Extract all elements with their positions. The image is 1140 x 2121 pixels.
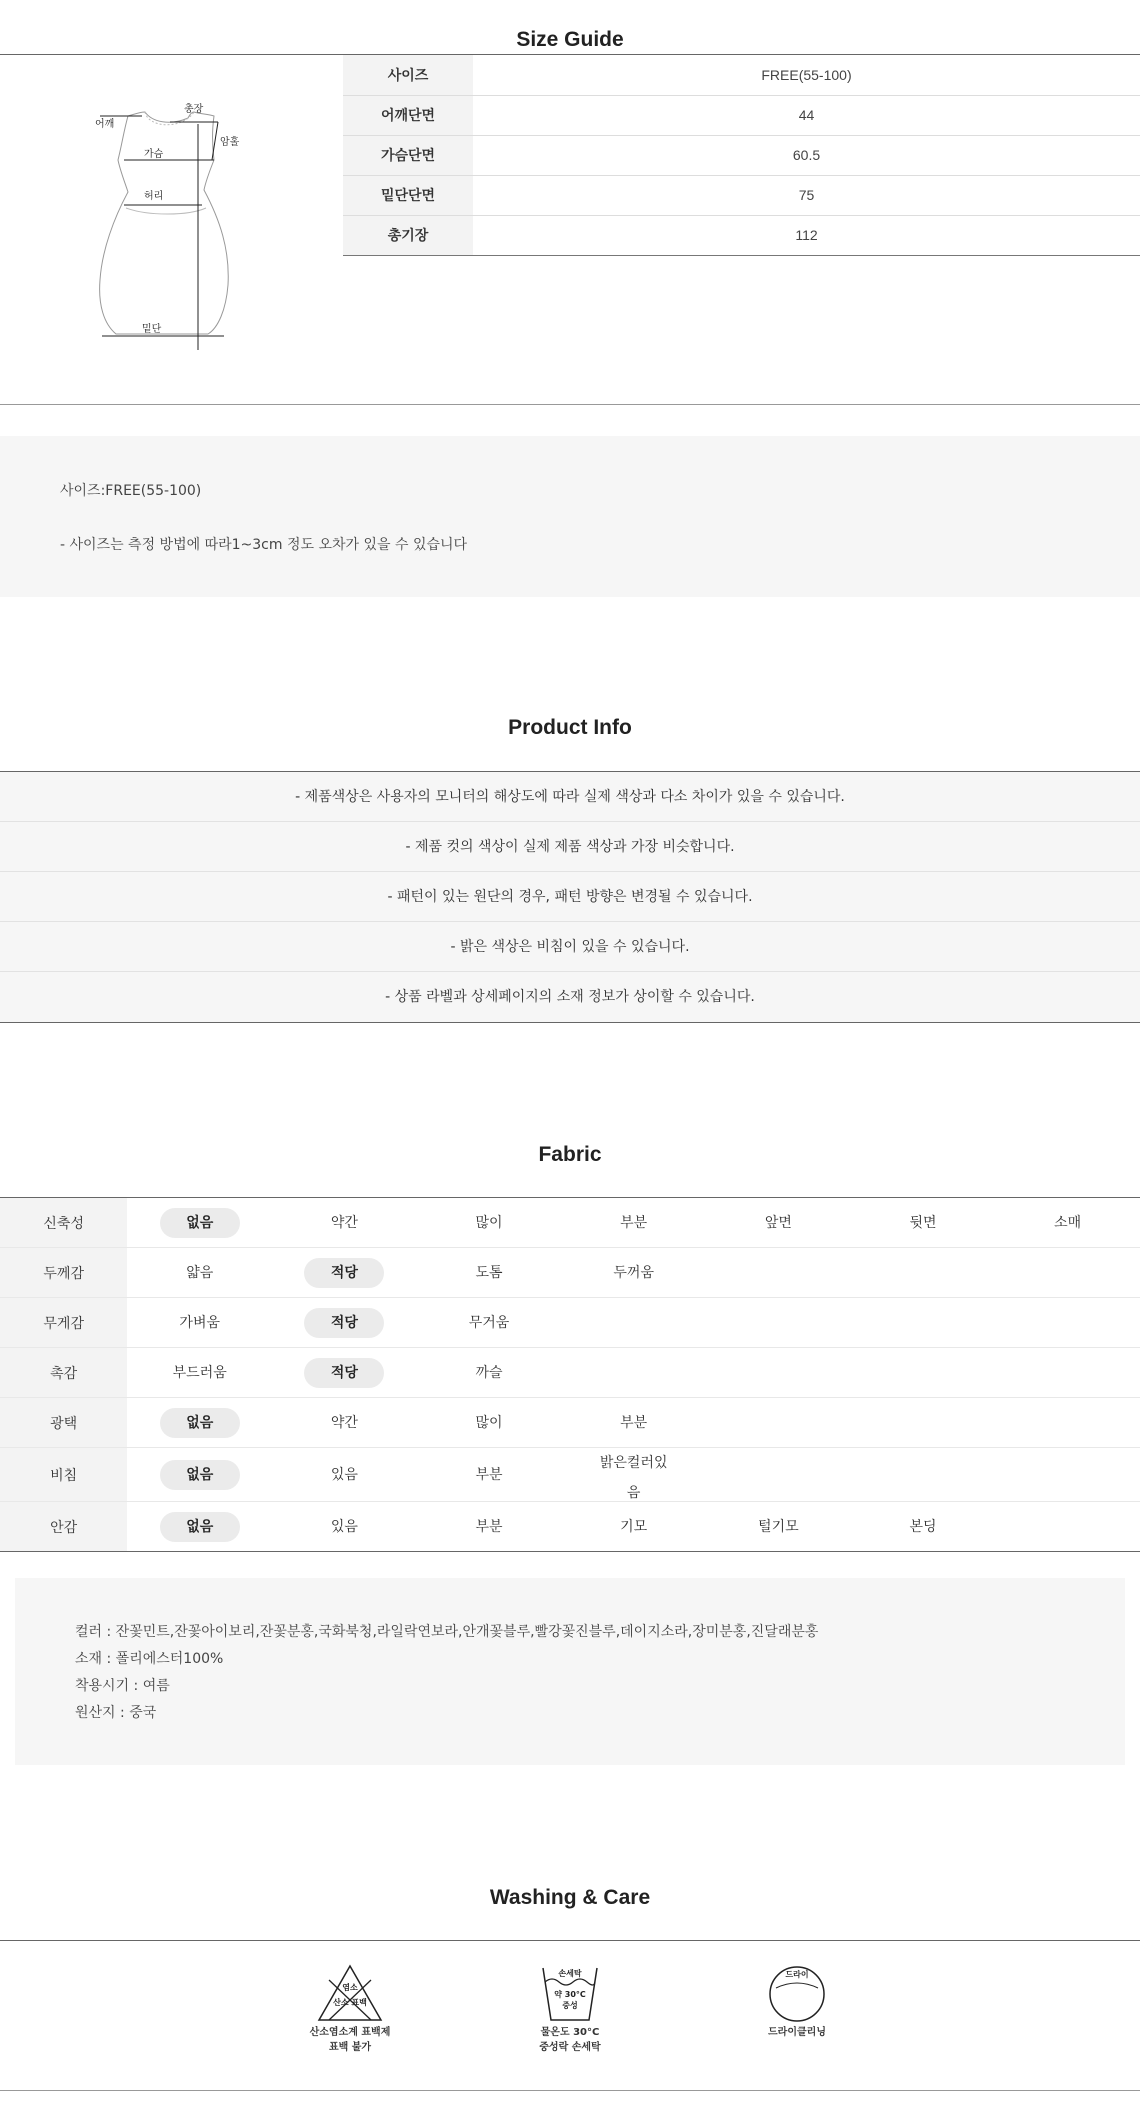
fabric-option xyxy=(883,1458,963,1488)
fabric-option xyxy=(883,1406,963,1436)
fabric-option xyxy=(1028,1458,1108,1488)
wash-caption: 물온도 30°C xyxy=(540,2027,600,2038)
fabric-option-cell xyxy=(272,1298,417,1348)
table-row xyxy=(343,135,1140,175)
fabric-option xyxy=(738,1356,818,1386)
fabric-attribute-label: 무게감 xyxy=(0,1298,127,1348)
fabric-option-cell xyxy=(127,1198,272,1248)
label-hem: 밑단 xyxy=(142,324,162,335)
fabric-option-cell xyxy=(272,1502,417,1552)
fabric-option: 많이 xyxy=(475,1414,503,1431)
detail-origin: 원산지 : 중국 xyxy=(75,1705,157,1721)
fabric-option-cell xyxy=(851,1348,996,1398)
fabric-option-cell xyxy=(706,1198,851,1248)
wash-item-dry-clean xyxy=(737,1962,857,2039)
fabric-option-cell xyxy=(272,1248,417,1298)
fabric-option-cell xyxy=(127,1298,272,1348)
fabric-option-cell xyxy=(561,1502,706,1552)
fabric-option xyxy=(1028,1510,1108,1540)
fabric-option-cell xyxy=(417,1348,562,1398)
fabric-option-cell xyxy=(272,1398,417,1448)
fabric-option xyxy=(738,1458,818,1488)
fabric-option: 본딩 xyxy=(909,1518,937,1535)
detail-color: 컬러 : 잔꽃민트,잔꽃아이보리,잔꽃분홍,국화북청,라일락연보라,안개꽃블루,빨강꽃진블루,데이지소라,장미분홍,진달래분홍 xyxy=(75,1624,819,1640)
fabric-option-cell xyxy=(706,1248,851,1298)
fabric-option-selected: 적당 xyxy=(304,1358,384,1388)
product-info-list xyxy=(0,771,1140,1023)
fabric-option-cell xyxy=(417,1502,562,1552)
fabric-option-cell xyxy=(995,1448,1140,1502)
fabric-option-cell xyxy=(706,1398,851,1448)
divider xyxy=(0,2090,1140,2091)
washing-title: Washing & Care xyxy=(489,1886,651,1909)
fabric-option-selected: 없음 xyxy=(160,1208,240,1238)
detail-material: 소재 : 폴리에스터100% xyxy=(75,1651,224,1667)
fabric-option xyxy=(738,1306,818,1336)
wash-caption: 표백 불가 xyxy=(328,2042,372,2053)
size-key: 사이즈 xyxy=(343,55,473,95)
fabric-attribute-label: 촉감 xyxy=(0,1348,127,1398)
svg-text:약 30°C: 약 30°C xyxy=(554,1990,586,1999)
fabric-option-cell xyxy=(127,1448,272,1502)
fabric-option: 얇음 xyxy=(186,1264,214,1281)
fabric-option xyxy=(1028,1306,1108,1336)
fabric-option xyxy=(883,1256,963,1286)
fabric-option-selected: 없음 xyxy=(160,1460,240,1490)
fabric-option: 두꺼움 xyxy=(613,1264,654,1281)
wash-caption: 드라이클리닝 xyxy=(768,2027,826,2038)
fabric-option-cell xyxy=(272,1448,417,1502)
fabric-option-cell xyxy=(851,1248,996,1298)
size-value: 112 xyxy=(473,215,1140,255)
table-row xyxy=(0,1348,1140,1398)
fabric-option-cell xyxy=(561,1348,706,1398)
fabric-option-cell xyxy=(851,1198,996,1248)
list-item: - 상품 라벨과 상세페이지의 소재 정보가 상이할 수 있습니다. xyxy=(0,972,1140,1022)
list-item: - 제품색상은 사용자의 모니터의 해상도에 따라 실제 색상과 다소 차이가 있을 수 있습니다. xyxy=(0,772,1140,822)
table-row xyxy=(343,55,1140,95)
size-key: 총기장 xyxy=(343,215,473,255)
detail-season: 착용시기 : 여름 xyxy=(75,1678,170,1694)
svg-text:염소: 염소 xyxy=(342,1983,358,1992)
fabric-attribute-label: 비침 xyxy=(0,1448,127,1502)
fabric-option: 도톰 xyxy=(475,1264,503,1281)
fabric-option-selected: 없음 xyxy=(160,1408,240,1438)
fabric-option xyxy=(738,1406,818,1436)
svg-text:중성: 중성 xyxy=(562,2001,578,2010)
size-key: 어깨단면 xyxy=(343,95,473,135)
fabric-option xyxy=(594,1306,674,1336)
fabric-option-cell xyxy=(561,1298,706,1348)
table-row xyxy=(0,1398,1140,1448)
fabric-option xyxy=(1028,1256,1108,1286)
fabric-option-cell xyxy=(851,1398,996,1448)
fabric-option-selected: 적당 xyxy=(304,1308,384,1338)
wash-caption: 산소염소계 표백제 xyxy=(309,2027,391,2038)
table-row xyxy=(343,175,1140,215)
fabric-option-cell xyxy=(995,1248,1140,1298)
table-row xyxy=(0,1248,1140,1298)
fabric-option xyxy=(594,1356,674,1386)
fabric-details-box xyxy=(15,1578,1125,1765)
fabric-option xyxy=(1028,1356,1108,1386)
label-shoulder: 어깨 xyxy=(95,119,115,130)
fabric-option: 있음 xyxy=(330,1466,358,1483)
size-note-box xyxy=(0,436,1140,597)
fabric-option-cell xyxy=(851,1448,996,1502)
fabric-option-cell xyxy=(417,1448,562,1502)
size-note: - 사이즈는 측정 방법에 따라1~3cm 정도 오차가 있을 수 있습니다 xyxy=(60,537,468,553)
size-note: 사이즈:FREE(55-100) xyxy=(60,483,202,499)
fabric-option: 가벼움 xyxy=(179,1314,220,1331)
wash-item-hand-wash xyxy=(510,1962,630,2054)
fabric-attribute-label: 광택 xyxy=(0,1398,127,1448)
divider xyxy=(0,404,1140,405)
fabric-option-cell xyxy=(706,1448,851,1502)
wash-caption: 중성락 손세탁 xyxy=(539,2042,601,2053)
label-chest: 가슴 xyxy=(144,149,164,160)
fabric-option-cell xyxy=(127,1398,272,1448)
table-row xyxy=(343,95,1140,135)
fabric-option-cell xyxy=(417,1298,562,1348)
fabric-option: 약간 xyxy=(330,1214,358,1231)
fabric-option-cell xyxy=(706,1298,851,1348)
fabric-option-cell xyxy=(561,1398,706,1448)
svg-text:산소 표백: 산소 표백 xyxy=(333,1998,367,2007)
table-row xyxy=(0,1502,1140,1552)
fabric-option-cell xyxy=(995,1298,1140,1348)
size-key: 가슴단면 xyxy=(343,135,473,175)
fabric-option xyxy=(883,1306,963,1336)
table-row xyxy=(0,1298,1140,1348)
fabric-option-cell xyxy=(561,1448,706,1502)
fabric-option-cell xyxy=(272,1198,417,1248)
table-row xyxy=(343,215,1140,255)
fabric-option-cell xyxy=(851,1502,996,1552)
fabric-option-cell xyxy=(417,1398,562,1448)
fabric-option: 부분 xyxy=(475,1466,503,1483)
divider xyxy=(0,1940,1140,1941)
fabric-option-selected: 없음 xyxy=(160,1512,240,1542)
fabric-attribute-label: 두께감 xyxy=(0,1248,127,1298)
size-value: 60.5 xyxy=(473,135,1140,175)
fabric-option xyxy=(1028,1406,1108,1436)
size-value: 44 xyxy=(473,95,1140,135)
fabric-option-cell xyxy=(127,1248,272,1298)
table-row xyxy=(0,1198,1140,1248)
dress-measurement-diagram xyxy=(90,100,270,360)
fabric-option xyxy=(883,1356,963,1386)
fabric-option: 뒷면 xyxy=(909,1214,937,1231)
fabric-option-cell xyxy=(127,1502,272,1552)
no-chlorine-bleach-icon xyxy=(315,1962,385,2024)
fabric-option-cell xyxy=(561,1248,706,1298)
fabric-option: 앞면 xyxy=(764,1214,792,1231)
fabric-option: 부분 xyxy=(620,1414,648,1431)
fabric-option: 밝은컬러있음 xyxy=(599,1455,668,1501)
fabric-option-selected: 적당 xyxy=(304,1258,384,1288)
size-guide-title: Size Guide xyxy=(516,28,624,51)
fabric-option-cell xyxy=(706,1348,851,1398)
fabric-option: 무거움 xyxy=(468,1314,510,1331)
fabric-option: 까슬 xyxy=(475,1364,503,1381)
list-item: - 제품 컷의 색상이 실제 제품 색상과 가장 비슷합니다. xyxy=(0,822,1140,872)
label-waist: 허리 xyxy=(144,191,164,202)
table-row xyxy=(0,1448,1140,1502)
fabric-option-cell xyxy=(706,1502,851,1552)
size-key: 밑단단면 xyxy=(343,175,473,215)
fabric-option-cell xyxy=(417,1248,562,1298)
fabric-option-cell xyxy=(995,1502,1140,1552)
fabric-option: 많이 xyxy=(475,1214,503,1231)
fabric-table xyxy=(0,1197,1140,1552)
fabric-option-cell xyxy=(995,1198,1140,1248)
fabric-option: 약간 xyxy=(330,1414,358,1431)
label-length: 총장 xyxy=(184,104,204,115)
fabric-option-cell xyxy=(995,1348,1140,1398)
fabric-option-cell xyxy=(417,1198,562,1248)
dry-clean-icon xyxy=(762,1962,832,2024)
size-value: FREE(55-100) xyxy=(473,55,1140,95)
size-value: 75 xyxy=(473,175,1140,215)
fabric-option: 부드러움 xyxy=(172,1364,227,1381)
fabric-option-cell xyxy=(851,1298,996,1348)
size-table xyxy=(343,55,1140,256)
fabric-option: 부분 xyxy=(620,1214,648,1231)
fabric-attribute-label: 안감 xyxy=(0,1502,127,1552)
fabric-option: 있음 xyxy=(330,1518,358,1535)
fabric-option: 소매 xyxy=(1054,1214,1082,1231)
label-armhole: 암홀 xyxy=(220,137,240,148)
fabric-option xyxy=(738,1256,818,1286)
list-item: - 밝은 색상은 비침이 있을 수 있습니다. xyxy=(0,922,1140,972)
fabric-option-cell xyxy=(561,1198,706,1248)
fabric-title: Fabric xyxy=(538,1143,602,1166)
hand-wash-30-icon xyxy=(535,1962,605,2024)
svg-text:손세탁: 손세탁 xyxy=(558,1969,582,1978)
fabric-option: 기모 xyxy=(620,1518,648,1535)
list-item: - 패턴이 있는 원단의 경우, 패턴 방향은 변경될 수 있습니다. xyxy=(0,872,1140,922)
fabric-option-cell xyxy=(995,1398,1140,1448)
fabric-attribute-label: 신축성 xyxy=(0,1198,127,1248)
svg-text:드라이: 드라이 xyxy=(785,1970,809,1979)
fabric-option-cell xyxy=(127,1348,272,1398)
fabric-option: 털기모 xyxy=(758,1518,799,1535)
product-info-title: Product Info xyxy=(508,716,632,739)
wash-item-no-bleach xyxy=(290,1962,410,2054)
fabric-option: 부분 xyxy=(475,1518,503,1535)
fabric-option-cell xyxy=(272,1348,417,1398)
